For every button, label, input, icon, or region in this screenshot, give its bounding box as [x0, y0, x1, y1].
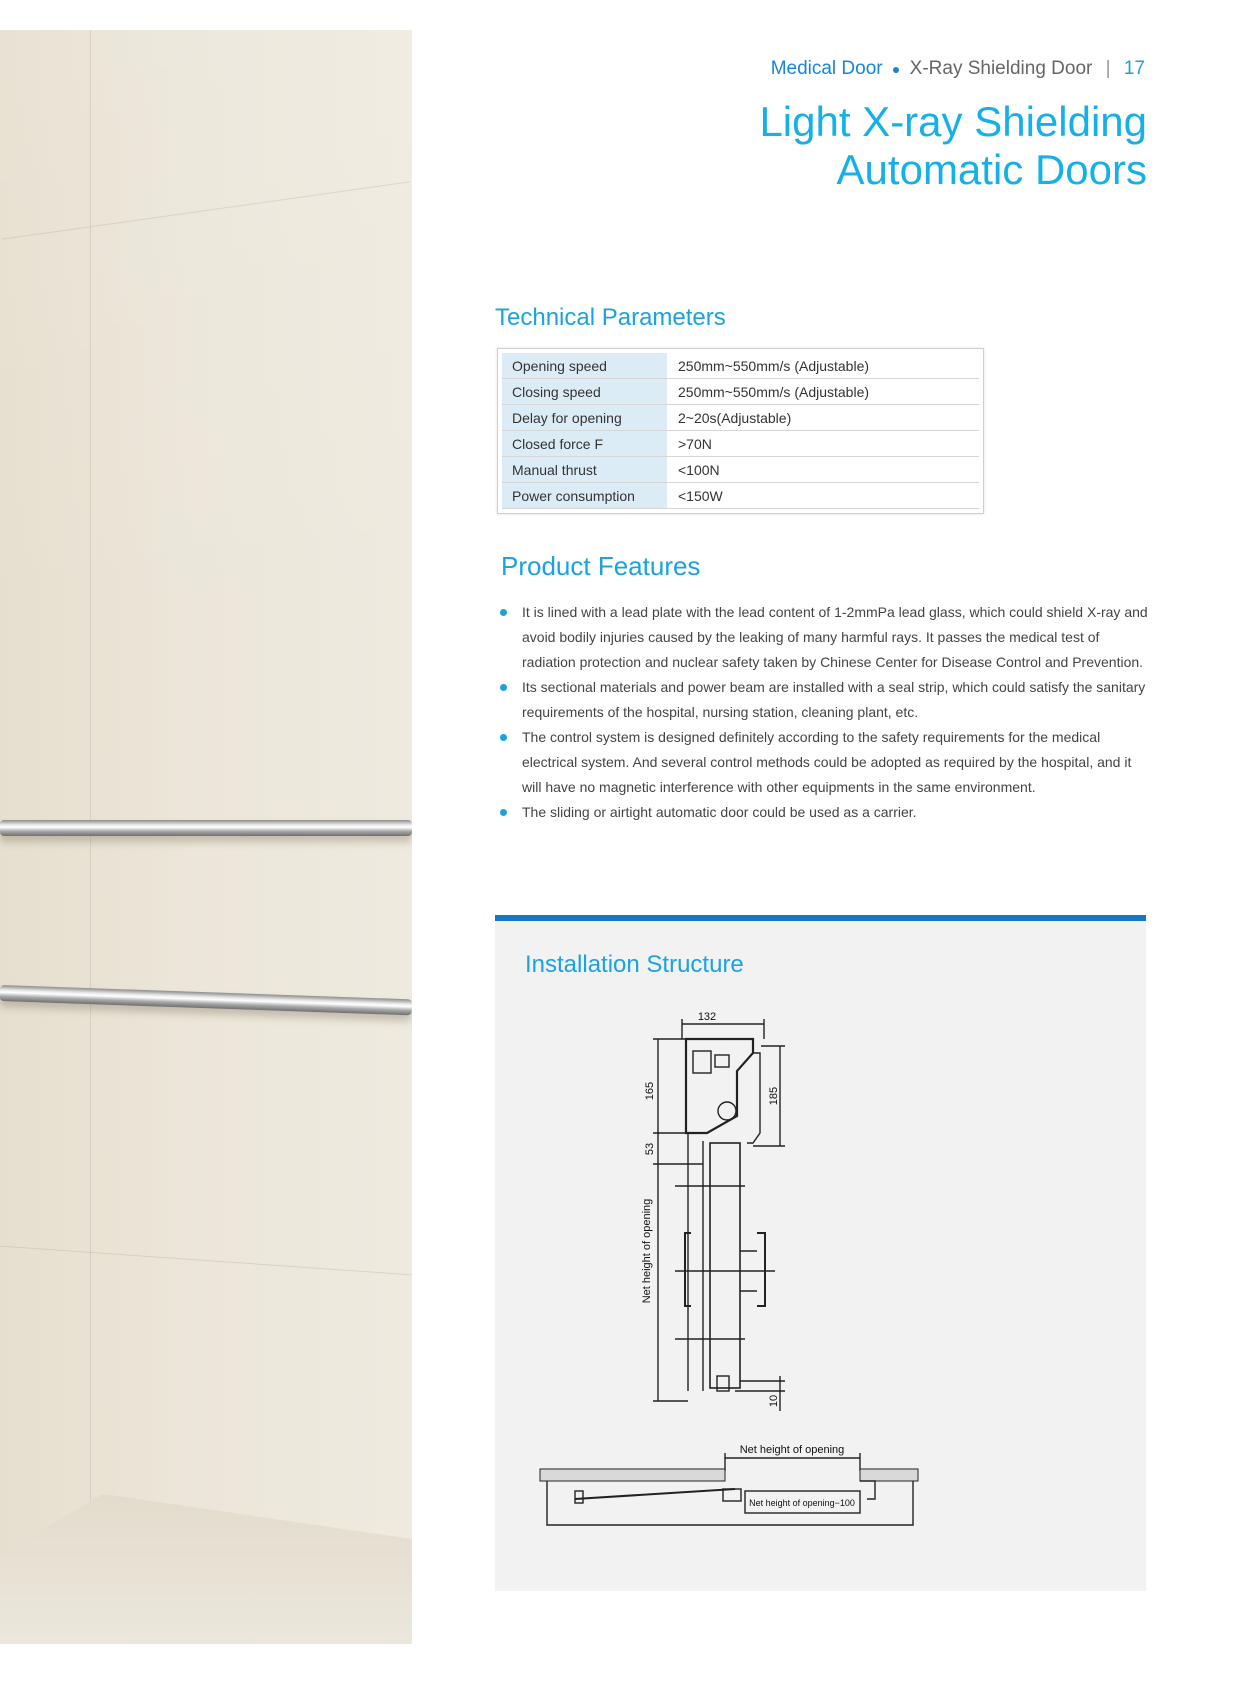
feature-item: [500, 725, 1150, 800]
bullet-dot-icon: ●: [891, 61, 901, 77]
bullet-icon: [500, 684, 507, 691]
motor-block: [693, 1051, 711, 1073]
plan-outline: [547, 1481, 913, 1525]
handrail-lower: [0, 985, 412, 1015]
page-header: [771, 58, 1145, 80]
wall-photo: [0, 30, 412, 1644]
title-line-1: Light X-ray Shielding: [759, 98, 1147, 145]
handle-right: [757, 1233, 765, 1306]
feature-item: [500, 600, 1150, 675]
feature-text: The control system is designed definitely according to the safety requirements for the medical electrical system. And several control methods could be adopted as required by the hospital, and it will have no magnetic interference with other equipments in the same environment.: [522, 729, 1132, 795]
cover-plate: [747, 1053, 760, 1143]
parameter-row: [502, 457, 979, 483]
parameter-row: [502, 405, 979, 431]
parameter-name: Power consumption: [502, 483, 668, 509]
plan-label-net-height: Net height of opening: [739, 1444, 845, 1456]
dim-label-165: 165: [644, 1081, 656, 1101]
door-leaf-plan: [575, 1489, 735, 1499]
installation-structure-heading: Installation Structure: [525, 951, 744, 978]
parameter-name: Delay for opening: [502, 405, 668, 431]
bullet-icon: [500, 809, 507, 816]
technical-parameters-heading: Technical Parameters: [495, 304, 726, 331]
controller-block: [715, 1055, 729, 1067]
bullet-icon: [500, 609, 507, 616]
floor-corner: [0, 1494, 412, 1644]
parameter-value: >70N: [668, 431, 980, 457]
parameter-value: 250mm~550mm/s (Adjustable): [668, 379, 980, 405]
wall-right-section: [860, 1469, 918, 1481]
handrail-upper: [0, 820, 412, 836]
parameter-row: [502, 431, 979, 457]
dim-label-53: 53: [644, 1142, 656, 1156]
tile-seam: [2, 181, 410, 239]
product-features-heading: Product Features: [501, 551, 701, 581]
parameter-row: [502, 379, 979, 405]
feature-text: Its sectional materials and power beam are installed with a seal strip, which could satisfy the sanitary requirements of the hospital, nursing station, cleaning plant, etc.: [522, 679, 1146, 720]
parameter-value: 250mm~550mm/s (Adjustable): [668, 353, 980, 379]
technical-parameters-table: [497, 348, 984, 514]
parameter-name: Closing speed: [502, 379, 668, 405]
parameter-name: Manual thrust: [502, 457, 668, 483]
feature-text: It is lined with a lead plate with the lead content of 1-2mmPa lead glass, which could shield X-ray and avoid bodily injuries caused by the leaking of many harmful rays. It passes the medical test of radiation protection and nuclear safety taken by Chinese Center for Disease Control and Prevention.: [522, 604, 1148, 670]
pulley: [718, 1102, 736, 1120]
parameter-value: 2~20s(Adjustable): [668, 405, 980, 431]
feature-text: The sliding or airtight automatic door could be used as a carrier.: [522, 804, 917, 820]
dim-label-185: 185: [768, 1086, 780, 1106]
feature-item: [500, 675, 1150, 725]
plan-label-net-height-minus: Net height of opening−100: [749, 1498, 855, 1508]
parameter-value: <100N: [668, 457, 980, 483]
parameter-row: [502, 353, 979, 379]
dim-label-net-height: Net height of opening: [641, 1198, 653, 1304]
parameter-name: Opening speed: [502, 353, 668, 379]
product-features-list: [500, 600, 1150, 825]
plan-carriage: [723, 1489, 741, 1501]
bullet-icon: [500, 734, 507, 741]
page-number: 17: [1123, 58, 1145, 79]
header-category: Medical Door: [770, 58, 883, 79]
installation-structure-panel: [495, 915, 1146, 1591]
tile-seam: [90, 30, 91, 1644]
title-line-2: Automatic Doors: [836, 146, 1147, 193]
plan-stop-right: [860, 1481, 875, 1499]
installation-diagram: [495, 921, 1146, 1591]
header-subcategory: X-Ray Shielding Door: [909, 58, 1093, 79]
parameter-value: <150W: [668, 483, 980, 509]
dim-label-132: 132: [697, 1011, 717, 1023]
wall-left-section: [540, 1469, 725, 1481]
page-title: [759, 98, 1147, 194]
parameter-name: Closed force F: [502, 431, 668, 457]
tile-seam: [0, 1246, 411, 1276]
dim-label-10: 10: [768, 1394, 780, 1408]
plan-stopper: [575, 1491, 583, 1503]
parameter-row: [502, 483, 979, 509]
feature-item: [500, 800, 1150, 825]
header-housing: [686, 1039, 753, 1133]
door-leaf: [710, 1143, 740, 1388]
header-divider: |: [1105, 58, 1111, 79]
